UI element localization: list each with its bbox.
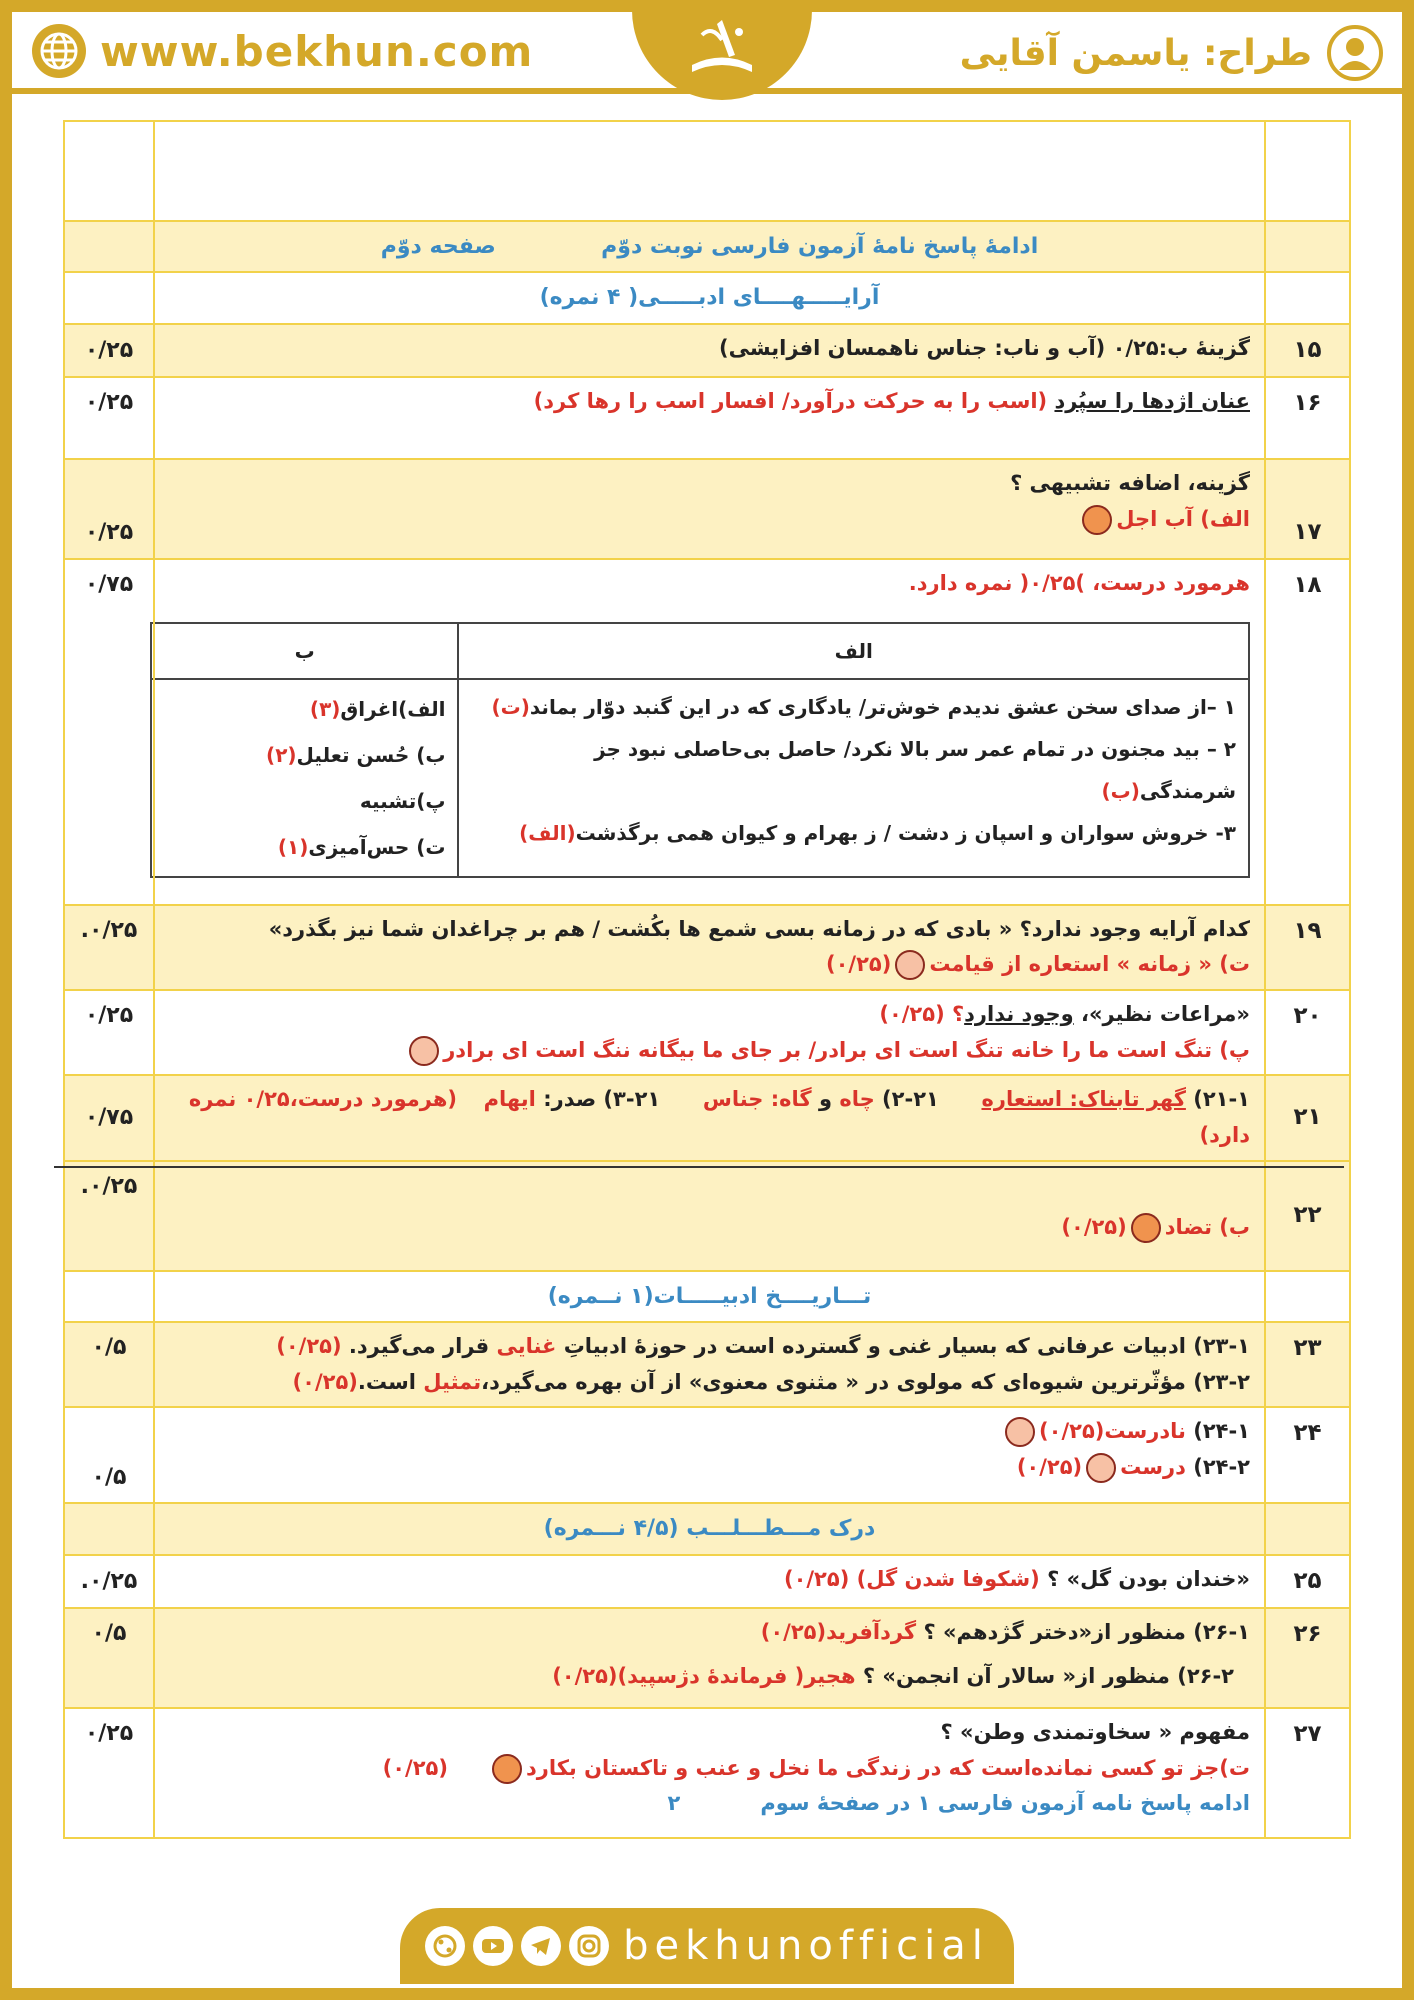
question-number: ۲۱ <box>1265 1075 1350 1160</box>
question-27: ۲۷ مفهوم « سخاوتمندی وطن» ؟ ت)جز تو کسی نمانده‌است که در زندگی ما نخل و عنب و تاکستان بکارد(۰/۲۵) ادامه پاسخ نامه آزمون فارسی ۱ در صفحۀ سوم۲ ۰/۲۵ <box>64 1708 1350 1838</box>
answer: ت) « زمانه » استعاره از قیامت <box>929 952 1250 977</box>
question-number: ۱۹ <box>1265 905 1350 990</box>
question-25: ۲۵ «خندان بودن گل» ؟ (شکوفا شدن گل) (۰/۲۵) ۰/۲۵. <box>64 1555 1350 1608</box>
points: (۰/۲۵) <box>1061 1214 1127 1239</box>
column-header-b: ب <box>151 623 458 679</box>
score: ۰/۵ <box>64 1322 154 1407</box>
score: ۰/۲۵ <box>64 990 154 1075</box>
selected-marker-icon <box>1082 505 1112 535</box>
question-number: ۲۳ <box>1265 1322 1350 1407</box>
question-20: ۲۰ «مراعات نظیر»، وجود ندارد؟ (۰/۲۵) پ) تنگ است ما را خانه تنگ است ای برادر/ بر جای ما بیگانه ننگ است ای برادر ۰/۲۵ <box>64 990 1350 1075</box>
question-16 <box>64 377 1350 459</box>
footer-social <box>400 1908 1014 1984</box>
matching-option: پ)تشبیه <box>359 788 446 813</box>
question-number: ۲۰ <box>1265 990 1350 1075</box>
designer-name: طراح: یاسمن آقایی <box>959 32 1312 74</box>
score: ۰/۲۵ <box>64 324 154 377</box>
selected-marker-icon <box>895 950 925 980</box>
page-label: صفحه دوّم <box>380 234 496 259</box>
page-number: ۲ <box>667 1791 681 1816</box>
score: ۰/۲۵. <box>64 1555 154 1608</box>
answer: (اسب را به حرکت درآورد/ افسار اسب را رها کرد) <box>533 388 1055 413</box>
score: ۰/۵ <box>64 1608 154 1708</box>
section-tarikh <box>64 1271 1350 1322</box>
question-number: ۱۶ <box>1265 377 1350 459</box>
column-header-a: الف <box>458 623 1249 679</box>
selected-marker-icon <box>1086 1453 1116 1483</box>
question-number: ۱۵ <box>1265 324 1350 377</box>
continue-note: ادامه پاسخ نامه آزمون فارسی ۱ در صفحۀ سوم <box>760 1791 1250 1816</box>
page-title-row <box>64 221 1350 272</box>
book-pen-logo-icon <box>677 10 767 90</box>
section-title: درک مـــطـــلـــب (۴/۵ نـــمره) <box>154 1503 1265 1554</box>
social-icons <box>425 1926 609 1966</box>
question-21: ۲۱ ۲۱-۱) گهر تابناک: استعاره ۲۱-۲) چاه و گاه: جناس ۲۱-۳) صدر: ایهام (هرمورد درست،۰/۲۵ نمره دارد) ۰/۷۵ <box>64 1075 1350 1160</box>
question-15 <box>64 324 1350 377</box>
score: ۰/۲۵ <box>64 377 154 459</box>
question-text: هرمورد درست، )۰/۲۵( نمره دارد. <box>908 570 1250 595</box>
telegram-icon[interactable] <box>521 1926 561 1966</box>
table-row-empty <box>64 121 1350 221</box>
phrase: عنان اژدها را سپُرد <box>1054 388 1250 413</box>
matching-item: ۱ –از صدای سخن عشق ندیدم خوش‌تر/ یادگاری که در این گنبد دوّار بماند(ت) <box>491 694 1236 719</box>
selected-marker-icon <box>409 1036 439 1066</box>
matching-option: ت) حس‌آمیزی(۱) <box>277 834 446 859</box>
site-link[interactable] <box>30 22 533 80</box>
globe-icon <box>30 22 88 80</box>
section-dark <box>64 1503 1350 1554</box>
youtube-icon[interactable] <box>473 1926 513 1966</box>
section-title: آرایـــــهــــای ادبـــــی( ۴ نمره) <box>154 272 1265 323</box>
instagram-icon[interactable] <box>569 1926 609 1966</box>
question-17 <box>64 459 1350 559</box>
question-number: ۲۵ <box>1265 1555 1350 1608</box>
points: (۰/۲۵) <box>825 952 892 977</box>
score: ۰/۲۵. <box>64 905 154 990</box>
selected-marker-icon <box>492 1754 522 1784</box>
bekhun-logo <box>632 0 812 100</box>
question-text: مفهوم « سخاوتمندی وطن» ؟ <box>940 1719 1250 1744</box>
question-18 <box>64 559 1350 905</box>
social-handle: bekhunofficial <box>623 1923 989 1969</box>
answer: الف) آب اجل <box>1116 506 1250 531</box>
answer: گزینۀ ب:۰/۲۵ (آب و ناب: جناس ناهمسان افزایشی) <box>154 324 1265 377</box>
selected-marker-icon <box>1131 1213 1161 1243</box>
question-number: ۲۲ <box>1265 1161 1350 1271</box>
matching-option: الف)اغراق(۳) <box>309 696 446 721</box>
matching-item: ۲ – بید مجنون در تمام عمر سر بالا نکرد/ حاصل بی‌حاصلی نبود جز شرمندگی(ب) <box>594 736 1236 803</box>
answer: ب) تضاد <box>1164 1214 1250 1239</box>
site-url: www.bekhun.com <box>100 26 534 76</box>
section-arayeh <box>64 272 1350 323</box>
score: ۰/۲۵. <box>64 1161 154 1271</box>
score: ۰/۷۵ <box>64 1075 154 1160</box>
page-title: ادامۀ پاسخ نامۀ آزمون فارسی نوبت دوّم <box>601 234 1039 259</box>
question-24: ۲۴ ۲۴-۱) نادرست(۰/۲۵) ۲۴-۲) درست(۰/۲۵) ۰/۵ <box>64 1407 1350 1503</box>
answer: (شکوفا شدن گل) <box>856 1566 1040 1591</box>
score: ۰/۷۵ <box>64 559 154 905</box>
matching-item: ۳- خروش سواران و اسپان ز دشت / ز بهرام و کیوان همی برگذشت(الف) <box>519 820 1236 845</box>
matching-table <box>150 622 1250 878</box>
divider-line <box>54 1166 1344 1168</box>
question-text: گزینه، اضافه تشبیهی ؟ <box>1010 470 1250 495</box>
score: ۰/۲۵ <box>64 459 154 559</box>
score: ۰/۵ <box>64 1407 154 1503</box>
matching-option: ب) حُسن تعلیل(۲) <box>266 742 446 767</box>
question-text: کدام آرایه وجود ندارد؟ « بادی که در زمانه بسی شمع ها بکُشت / هم بر چراغدان شما نیز بگذرد» <box>268 916 1250 941</box>
score: ۰/۲۵ <box>64 1708 154 1838</box>
question-number: ۱۸ <box>1265 559 1350 905</box>
section-title: تـــاریــــخ ادبیـــــات(۱ نــمره) <box>154 1271 1265 1322</box>
header <box>12 12 1402 94</box>
question-19 <box>64 905 1350 990</box>
designer <box>960 24 1384 82</box>
answer: ت)جز تو کسی نمانده‌است که در زندگی ما نخل و عنب و تاکستان بکارد <box>525 1755 1250 1780</box>
answer: پ) تنگ است ما را خانه تنگ است ای برادر/ بر جای ما بیگانه ننگ است ای برادر <box>443 1037 1250 1062</box>
question-22 <box>64 1161 1350 1271</box>
selected-marker-icon <box>1005 1417 1035 1447</box>
question-number: ۲۶ <box>1265 1608 1350 1708</box>
question-23: ۲۳ ۲۳-۱) ادبیات عرفانی که بسیار غنی و گسترده است در حوزۀ ادبیاتِ غنایی قرار می‌گیرد. (۰/۲۵) ۲۳-۲) مؤثّرترین شیوه‌ای که مولوی در « مثنوی معنوی» از آن بهره می‌گیرد،تمثیل است.(۰/۲۵) ۰/۵ <box>64 1322 1350 1407</box>
question-number: ۲۷ <box>1265 1708 1350 1838</box>
aparat-icon[interactable] <box>425 1926 465 1966</box>
question-26: ۲۶ ۲۶-۱) منظور از«دختر گژدهم» ؟ گردآفرید(۰/۲۵) ۲۶-۲) منظور از« سالار آن انجمن» ؟ هجیر( فرماندۀ دژسپید)(۰/۲۵) ۰/۵ <box>64 1608 1350 1708</box>
question-number: ۱۷ <box>1265 459 1350 559</box>
user-icon <box>1326 24 1384 82</box>
answer-table <box>63 120 1351 1839</box>
question-number: ۲۴ <box>1265 1407 1350 1503</box>
